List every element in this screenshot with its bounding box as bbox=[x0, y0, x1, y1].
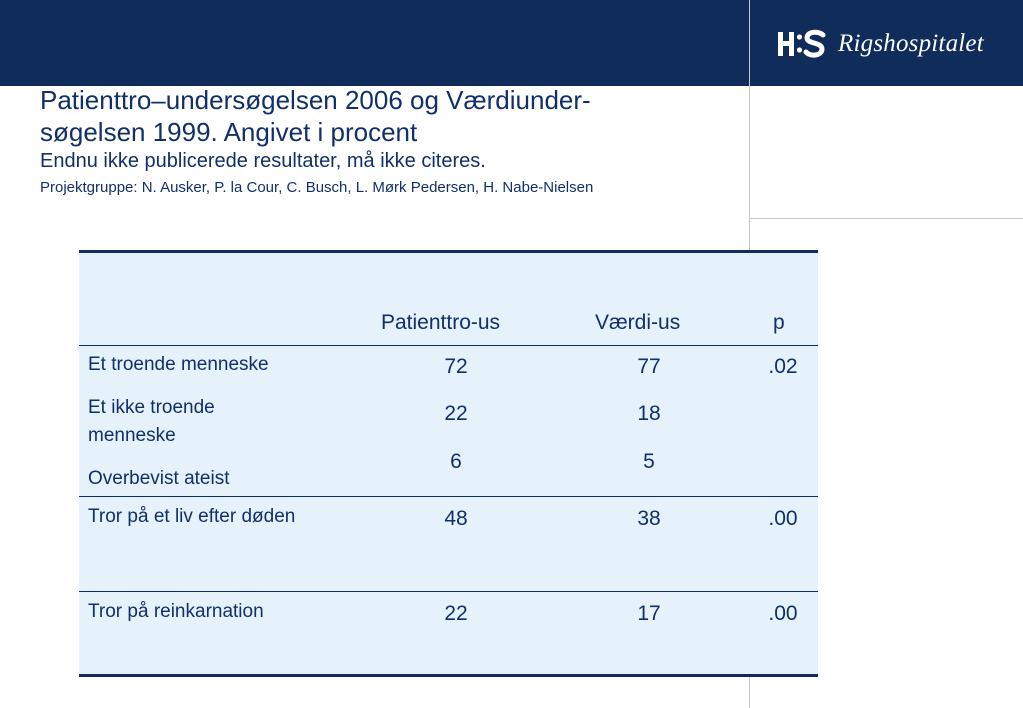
row-label-continued: menneske bbox=[88, 425, 176, 446]
value-patienttro: 22 bbox=[444, 402, 468, 425]
title-block bbox=[40, 84, 740, 199]
page-title-line2: søgelsen 1999. Angivet i procent bbox=[40, 117, 418, 147]
value-patienttro: 72 bbox=[444, 355, 468, 378]
value-vaerdi: 5 bbox=[643, 450, 655, 473]
row-separator bbox=[79, 496, 818, 497]
column-header-vaerdi: Værdi-us bbox=[595, 311, 681, 334]
value-patienttro: 22 bbox=[444, 602, 468, 625]
value-vaerdi: 18 bbox=[637, 402, 661, 425]
value-p: .00 bbox=[768, 507, 798, 530]
value-vaerdi: 38 bbox=[637, 507, 661, 530]
hs-logo-icon bbox=[776, 26, 828, 62]
horizontal-divider bbox=[749, 218, 1023, 219]
column-header-patienttro: Patienttro-us bbox=[381, 311, 501, 334]
value-vaerdi: 77 bbox=[637, 355, 661, 378]
results-table bbox=[79, 250, 818, 677]
row-separator bbox=[79, 591, 818, 592]
row-label: Tror på et liv efter døden bbox=[88, 506, 296, 527]
page-title-line1: Patienttro–undersøgelsen 2006 og Værdiunder- bbox=[40, 85, 591, 115]
row-label: Et troende menneske bbox=[88, 354, 269, 375]
row-label: Tror på reinkarnation bbox=[88, 601, 264, 622]
page-subtitle: Endnu ikke publicerede resultater, må ikke citeres. bbox=[40, 150, 486, 172]
column-header-p: p bbox=[773, 311, 785, 334]
value-patienttro: 6 bbox=[450, 450, 462, 473]
project-group: Projektgruppe: N. Ausker, P. la Cour, C. Busch, L. Mørk Pedersen, H. Nabe-Nielsen bbox=[40, 179, 594, 196]
value-patienttro: 48 bbox=[444, 507, 468, 530]
value-p: .00 bbox=[768, 602, 798, 625]
header-separator bbox=[79, 345, 818, 346]
rigshospitalet-logo bbox=[776, 24, 984, 64]
value-p: .02 bbox=[768, 355, 798, 378]
logo-name: Rigshospitalet bbox=[838, 30, 984, 57]
value-vaerdi: 17 bbox=[637, 602, 661, 625]
row-label: Overbevist ateist bbox=[88, 468, 230, 489]
row-label: Et ikke troende bbox=[88, 397, 215, 418]
